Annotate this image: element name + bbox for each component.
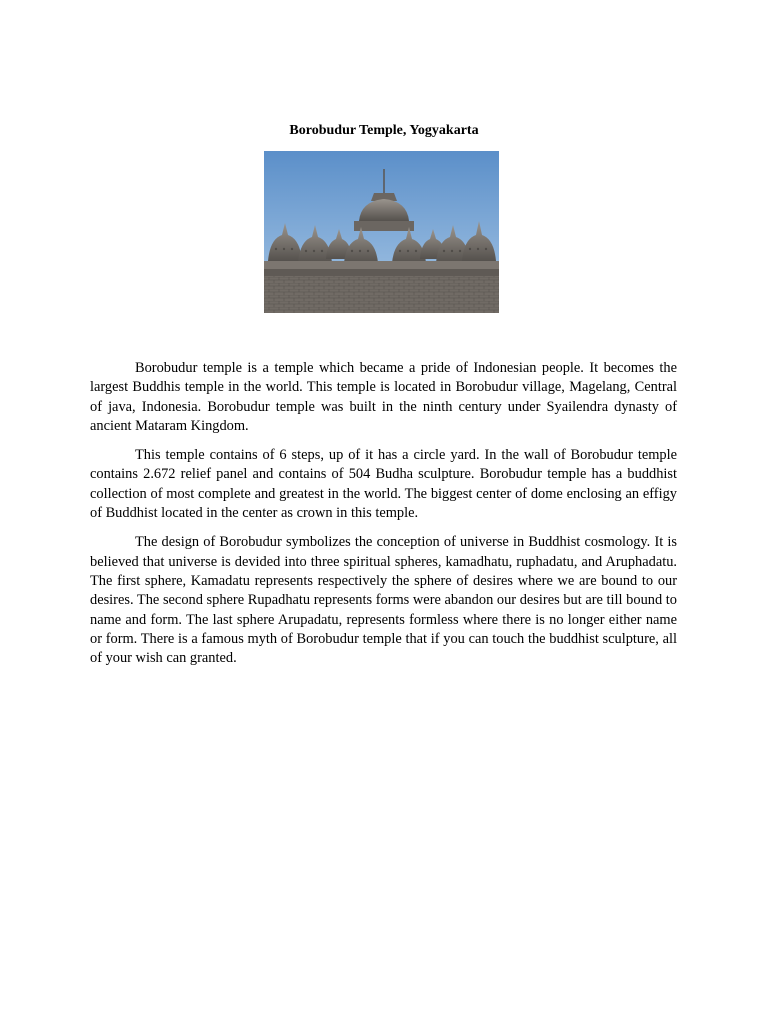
paragraph-2: This temple contains of 6 steps, up of it has a circle yard. In the wall of Borobudur temple contains 2.672 relief panel and contains of 504 Budha sculpture. Borobudur temple has a buddhist collection of most complete and greatest in the world. The biggest center of dome enclosing an effigy of Buddhist located in the center as crown in this temple.	[90, 447, 677, 522]
paragraph-1: Borobudur temple is a temple which became a pride of Indonesian people. It becomes the largest Buddhis temple in the world. This temple is located in Borobudur village, Magelang, Central of java, Indonesia. Borobudur temple was built in the ninth century under Syailendra dynasty of ancient Mataram Kingdom.	[90, 360, 677, 434]
temple-photo	[264, 151, 499, 313]
document-title: Borobudur Temple, Yogyakarta	[289, 123, 479, 138]
paragraph-3: The design of Borobudur symbolizes the conception of universe in Buddhist cosmology. It is believed that universe is devided into three spiritual spheres, kamadhatu, ruphadatu, and Aruphadatu. The first sphere, Kamadatu represents respectively the sphere of desires where we are bound to our desires. The second sphere Rupadhatu represents forms were abandon our desires but are till bound to name and form. The last sphere Arupadatu, represents formless where there is no longer either name or form. There is a famous myth of Borobudur temple that if you can touch the buddhist sculpture, all of your wish can granted.	[90, 534, 677, 667]
document-body	[90, 359, 677, 678]
borobudur-temple-image	[264, 151, 499, 313]
